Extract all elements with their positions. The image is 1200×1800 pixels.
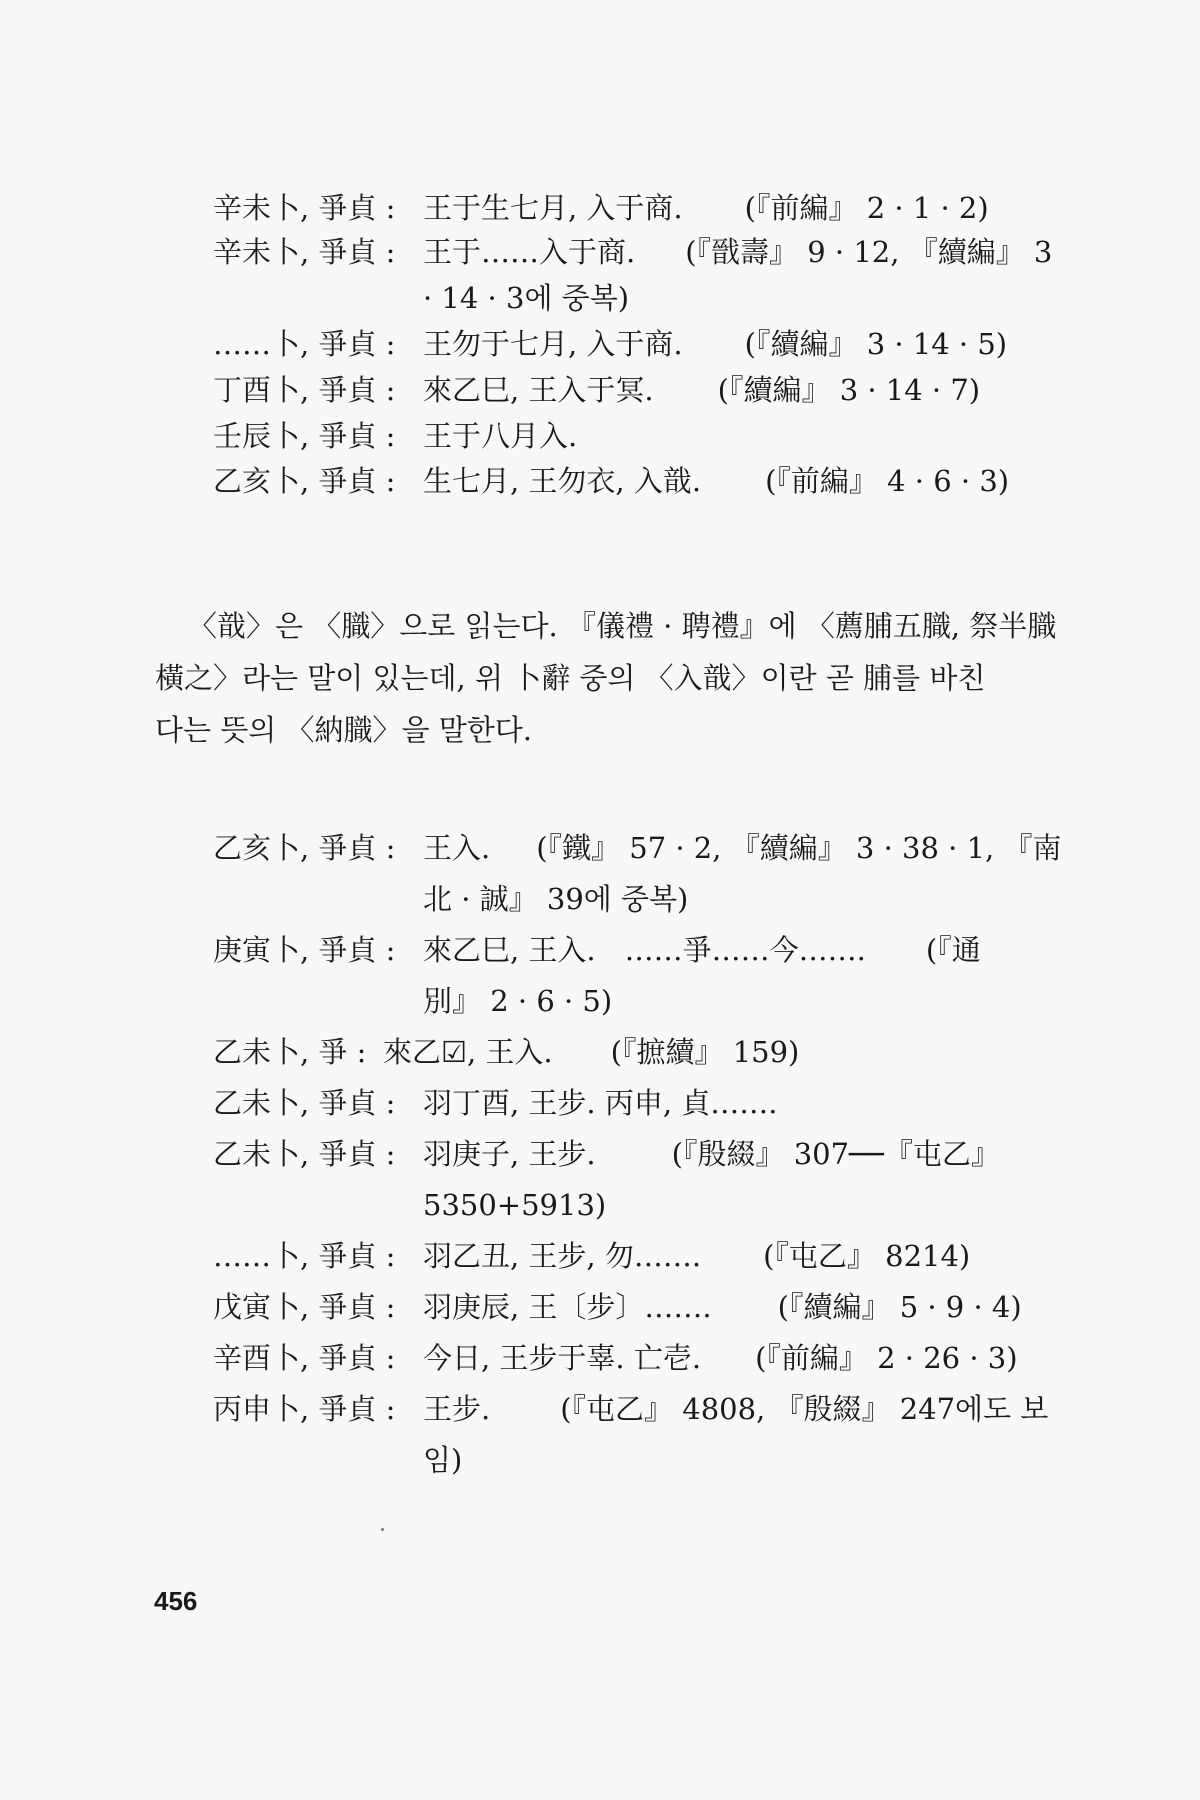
entry-source: (『前編』 2 · 26 · 3) [755,1341,1018,1375]
entry-continuation: 임) [423,1443,463,1477]
entry-source: (『鐵』 57 · 2, 『續編』 3 · 38 · 1, 『南 [536,831,1062,865]
divination-entry [213,1281,1045,1333]
entry-text: 王于……入于商. [423,235,636,269]
entry-text: 羽庚辰, 王〔步〕……. [423,1290,712,1324]
entry-continuation: 5350+5913) [423,1188,607,1222]
divination-entry [213,1230,1045,1282]
entry-source: (『摭續』 159) [610,1035,800,1069]
divination-entry [213,455,1045,507]
commentary-line: 橫之〉라는 말이 있는데, 위 卜辭 중의 〈入戠〉이란 곧 脯를 바친 [155,661,986,695]
entry-text: 王步. [423,1392,491,1426]
divination-entry [213,364,1045,416]
entry-text: 王勿于七月, 入于商. [423,327,683,361]
entry-prefix: ……卜, 爭貞 : [213,1239,396,1273]
entry-prefix: 戊寅卜, 爭貞 : [213,1290,396,1324]
entry-source: (『續編』 5 · 9 · 4) [777,1290,1022,1324]
entry-text: 今日, 王步于辜. 亡壱. [423,1341,702,1375]
commentary-line: 다는 뜻의 〈納膱〉을 말한다. [155,713,532,747]
entry-continuation: 別』 2 · 6 · 5) [423,984,613,1018]
entry-prefix: 壬辰卜, 爭貞 : [213,419,396,453]
entry-prefix: 丙申卜, 爭貞 : [213,1392,396,1426]
entry-source: (『殷綴』 307──『屯乙』 [671,1137,1000,1171]
entry-prefix: 辛酉卜, 爭貞 : [213,1341,396,1375]
divination-entry [213,1383,1049,1435]
entry-source: (『屯乙』 4808, 『殷綴』 247에도 보 [560,1392,1049,1426]
entry-prefix: 庚寅卜, 爭貞 : [213,933,396,967]
divination-entry [213,1128,1045,1180]
page-number: 456 [154,1586,198,1616]
entry-prefix: 乙未卜, 爭貞 : [213,1086,396,1120]
entry-prefix: 乙未卜, 爭 : [213,1035,367,1069]
entry-text: 王于八月入. [423,419,578,453]
entry-prefix: 丁酉卜, 爭貞 : [213,373,396,407]
entry-text: 來乙巳, 王入. ……爭……今……. [423,933,866,967]
commentary-line: 〈戠〉은 〈膱〉으로 읽는다. 『儀禮 · 聘禮』에 〈薦脯五膱, 祭半膱 [188,609,1057,643]
entry-source: (『續編』 3 · 14 · 7) [717,373,981,407]
divination-entry [213,318,1045,370]
entry-text: 來乙☑, 王入. [383,1035,553,1069]
entry-text: 羽丁酉, 王步. 丙申, 貞……. [423,1086,778,1120]
entry-continuation: · 14 · 3에 중복) [423,281,630,315]
entry-prefix: 乙亥卜, 爭貞 : [213,464,396,498]
entry-text: 生七月, 王勿衣, 入戠. [423,464,702,498]
divination-entry [213,924,1045,976]
divination-entry [213,1077,1045,1129]
entry-prefix: 乙亥卜, 爭貞 : [213,831,396,865]
entry-prefix: 乙未卜, 爭貞 : [213,1137,396,1171]
divination-entry [213,1026,1045,1078]
divination-entry [213,1332,1045,1384]
entry-text: 羽乙丑, 王步, 勿……. [423,1239,702,1273]
entry-continuation: 北 · 誠』 39에 중복) [423,882,689,916]
divination-entry [213,822,1062,874]
entry-source: (『通 [925,933,981,967]
entry-prefix: 辛未卜, 爭貞 : [213,235,396,269]
entry-text: 羽庚子, 王步. [423,1137,596,1171]
entry-source: (『前編』 4 · 6 · 3) [765,464,1010,498]
entry-source: (『屯乙』 8214) [763,1239,971,1273]
entry-source: (『戩壽』 9 · 12, 『續編』 3 [685,235,1053,269]
entry-text: 王入. [423,831,491,865]
entry-text: 來乙巳, 王入于冥. [423,373,654,407]
stray-mark [381,1528,384,1531]
entry-source: (『前編』 2 · 1 · 2) [744,191,989,225]
entry-source: (『續編』 3 · 14 · 5) [744,327,1008,361]
entry-prefix: ……卜, 爭貞 : [213,327,396,361]
entry-prefix: 辛未卜, 爭貞 : [213,191,396,225]
divination-entry [213,226,1053,278]
entry-text: 王于生七月, 入于商. [423,191,683,225]
